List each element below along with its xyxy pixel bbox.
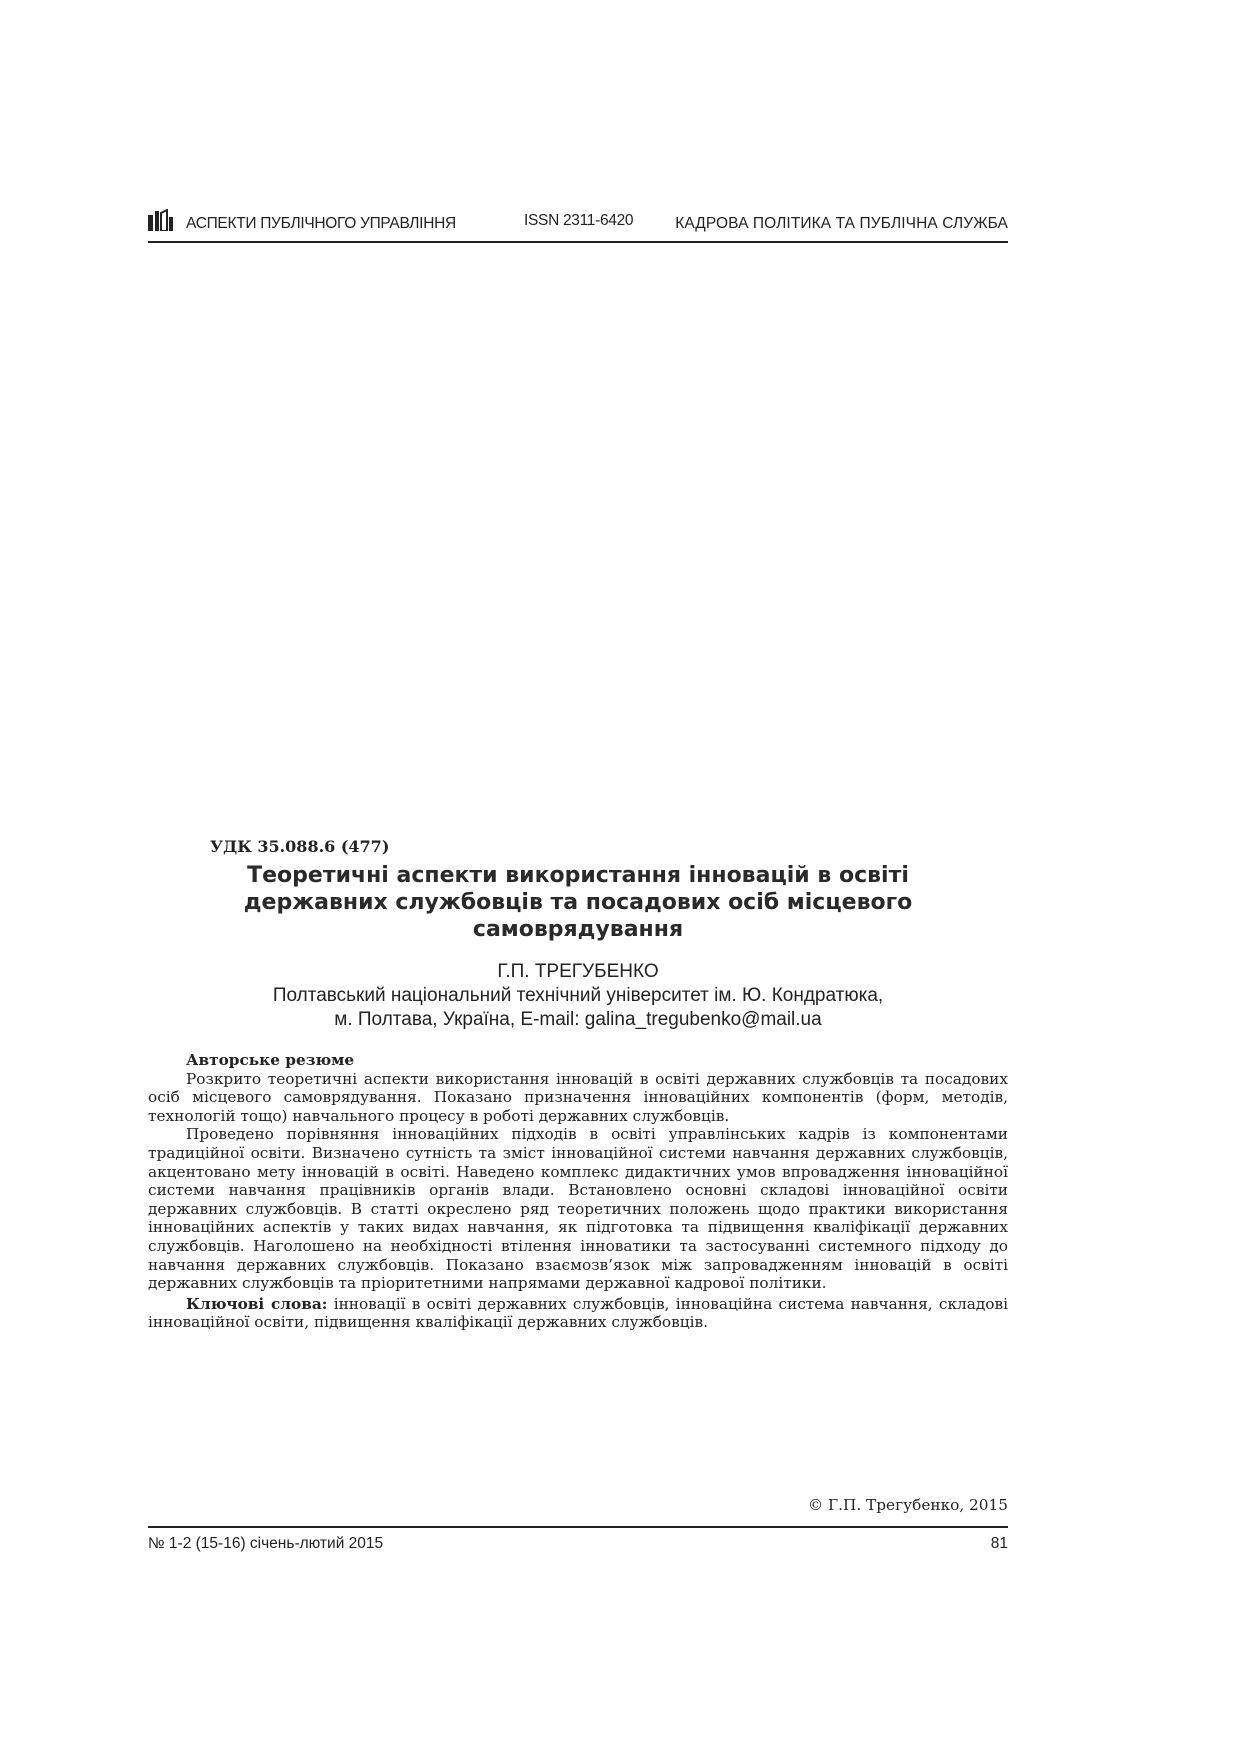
issue-info: № 1-2 (15-16) січень-лютий 2015 [148,1535,384,1552]
author-affiliation: Полтавський національний технічний університет ім. Ю. Кондратюка, [272,985,884,1006]
section-name: КАДРОВА ПОЛІТИКА ТА ПУБЛІЧНА СЛУЖБА [675,215,1008,232]
abstract-paragraph: Розкрито теоретичні аспекти використання інновацій в освіті державних службовців та посадових осіб місцевого самоврядування. Показано призначення інноваційних компонентів (форм, методів, технологій тощо) навчального процесу в роботі державних службовців. [148,1069,1008,1125]
abstract [148,1051,1008,1332]
title-line: державних службовців та посадових осіб місцевого [243,890,913,915]
author-name: Г.П. ТРЕГУБЕНКО [497,961,659,982]
udk-code: УДК 35.088.6 (477) [210,837,390,856]
article-title [148,862,1008,943]
journal-logo-icon [148,209,174,231]
keywords-label: Ключові слова: [186,1294,328,1313]
issn: ISSN 2311-6420 [524,212,634,229]
title-line: самоврядування [472,917,684,942]
keywords-text: інновації в освіті державних службовців, інноваційна система навчання, складові інноваційної освіти, підвищення кваліфікації державних службовців. [148,1294,1008,1332]
abstract-paragraph: Проведено порівняння інноваційних підходів в освіті управлінських кадрів із компонентами традиційної освіти. Визначено сутність та зміст інноваційної системи навчання державних службовців, акцентовано мету інновацій в освіті. Наведено комплекс дидактичних умов впровадження інноваційної системи навчання працівників органів влади. Встановлено основні складові інноваційної освіти державних службовців. В статті окреслено ряд теоретичних положень щодо практики використання інноваційних аспектів у таких видах навчання, як підготовка та підвищення кваліфікації державних службовців. Наголошено на необхідності втілення інноватики та застосуванні системного підходу до навчання державних службовців. Показано взаємозв’язок між запровадженням інновацій в освіті державних службовців та пріоритетними напрямами державної кадрової політики. [148,1125,1008,1293]
footer-divider [148,1526,1008,1528]
author-block [148,960,1008,1032]
title-line: Теоретичні аспекти використання інновацій в освіті [247,863,909,888]
keywords [148,1295,1008,1332]
running-header [148,207,1008,243]
journal-name: АСПЕКТИ ПУБЛІЧНОГО УПРАВЛІННЯ [186,215,456,232]
abstract-heading: Авторське резюме [186,1051,355,1069]
page-number: 81 [990,1535,1008,1552]
author-location: м. Полтава, Україна, E-mail: galina_tregubenko@mail.ua [334,1009,822,1030]
copyright: © Г.П. Трегубенко, 2015 [807,1496,1008,1514]
